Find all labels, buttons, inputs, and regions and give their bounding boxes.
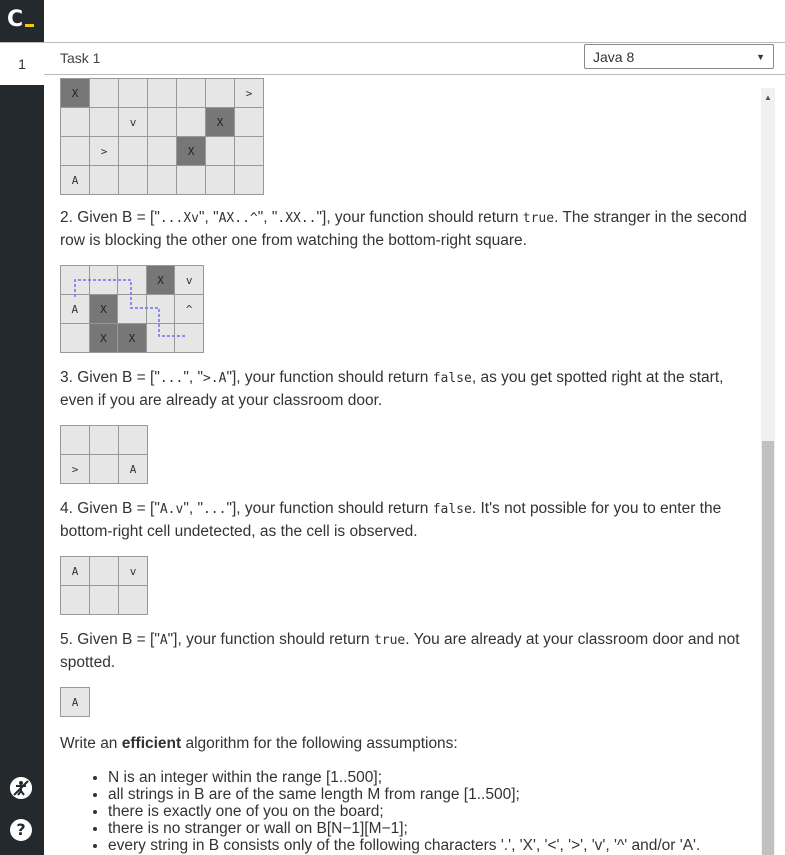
sidebar (0, 0, 44, 855)
assumption-item: • all strings in B are of the same length M from range [1..500]; (108, 786, 700, 803)
wall-cell: X (89, 324, 118, 353)
player-cell: A (119, 455, 148, 484)
empty-cell (90, 108, 119, 137)
language-select[interactable] (584, 44, 774, 69)
empty-cell (119, 79, 148, 108)
empty-cell (235, 108, 264, 137)
empty-cell (148, 166, 177, 195)
empty-cell (206, 166, 235, 195)
wall-cell: X (177, 137, 206, 166)
empty-cell (61, 137, 90, 166)
stranger-cell: ^ (175, 295, 204, 324)
empty-cell (119, 137, 148, 166)
dropdown-arrow-icon: ▼ (756, 52, 765, 62)
empty-cell (90, 586, 119, 615)
example-2-text: 2. Given B = ["...Xv", "AX..^", ".XX.."], your function should return true. The stranger in the second row is blocking the other one from watching the bottom-right square. (60, 209, 747, 249)
player-cell: A (61, 166, 90, 195)
empty-cell (235, 137, 264, 166)
empty-cell (206, 137, 235, 166)
empty-cell (61, 108, 90, 137)
empty-cell (177, 166, 206, 195)
empty-cell (90, 557, 119, 586)
player-cell: A (61, 557, 90, 586)
scrollbar-thumb[interactable] (762, 441, 774, 855)
empty-cell (119, 426, 148, 455)
empty-cell (61, 426, 90, 455)
empty-cell (235, 166, 264, 195)
empty-cell (90, 166, 119, 195)
task-number-tab[interactable]: 1 (0, 42, 44, 85)
app-logo[interactable]: C (0, 0, 44, 42)
example-board-2 (60, 265, 204, 351)
stranger-cell: v (119, 557, 148, 586)
empty-cell (61, 586, 90, 615)
stranger-cell: v (119, 108, 148, 137)
language-value: Java 8 (593, 49, 635, 65)
example-5-text: 5. Given B = ["A"], your function should return true. You are already at your classroom door and not spotted. (60, 631, 740, 671)
example-4-text: 4. Given B = ["A.v", "..."], your function should return false. It's not possible for you to enter the bottom-right cell undetected, as the cell is observed. (60, 500, 722, 540)
assumption-item: • there is exactly one of you on the board; (108, 803, 700, 820)
wall-cell: X (89, 295, 118, 324)
scroll-up-arrow-icon[interactable]: ▲ (764, 93, 772, 102)
example-board-1 (60, 78, 264, 195)
player-cell: A (61, 688, 90, 717)
wall-cell: X (118, 324, 147, 353)
empty-cell (148, 108, 177, 137)
example-board-4 (60, 556, 148, 615)
task-bar (44, 43, 785, 75)
example-board-3 (60, 425, 148, 484)
empty-cell (177, 108, 206, 137)
stranger-cell: > (235, 79, 264, 108)
example-board-5 (60, 687, 90, 717)
assumption-item: • every string in B consists only of the following characters '.', 'X', '<', '>', 'v', '^' and/or 'A'. (108, 837, 700, 854)
empty-cell (148, 79, 177, 108)
empty-cell (90, 79, 119, 108)
efficiency-statement: Write an efficient algorithm for the following assumptions: (60, 735, 458, 752)
empty-cell (119, 586, 148, 615)
wall-cell: X (61, 79, 90, 108)
empty-cell (90, 426, 119, 455)
help-icon[interactable]: ? (10, 819, 32, 841)
scrollbar[interactable] (761, 88, 775, 855)
task-label: Task 1 (60, 50, 101, 66)
empty-cell (177, 79, 206, 108)
empty-cell (90, 455, 119, 484)
path-arrows (60, 265, 204, 351)
player-cell: A (61, 295, 90, 324)
stranger-cell: > (90, 137, 119, 166)
stranger-cell: > (61, 455, 90, 484)
accessibility-icon[interactable] (10, 777, 32, 799)
empty-cell (148, 137, 177, 166)
task-description (44, 75, 760, 855)
empty-cell (206, 79, 235, 108)
assumptions-list (84, 769, 700, 854)
wall-cell: X (206, 108, 235, 137)
assumption-item: • there is no stranger or wall on B[N−1][M−1]; (108, 820, 700, 837)
wall-cell: X (146, 266, 175, 295)
assumption-item: • N is an integer within the range [1..500]; (108, 769, 700, 786)
empty-cell (119, 166, 148, 195)
stranger-cell: v (175, 266, 204, 295)
example-3-text: 3. Given B = ["...", ">.A"], your function should return false, as you get spotted right at the start, even if you are already at your classroom door. (60, 369, 724, 409)
